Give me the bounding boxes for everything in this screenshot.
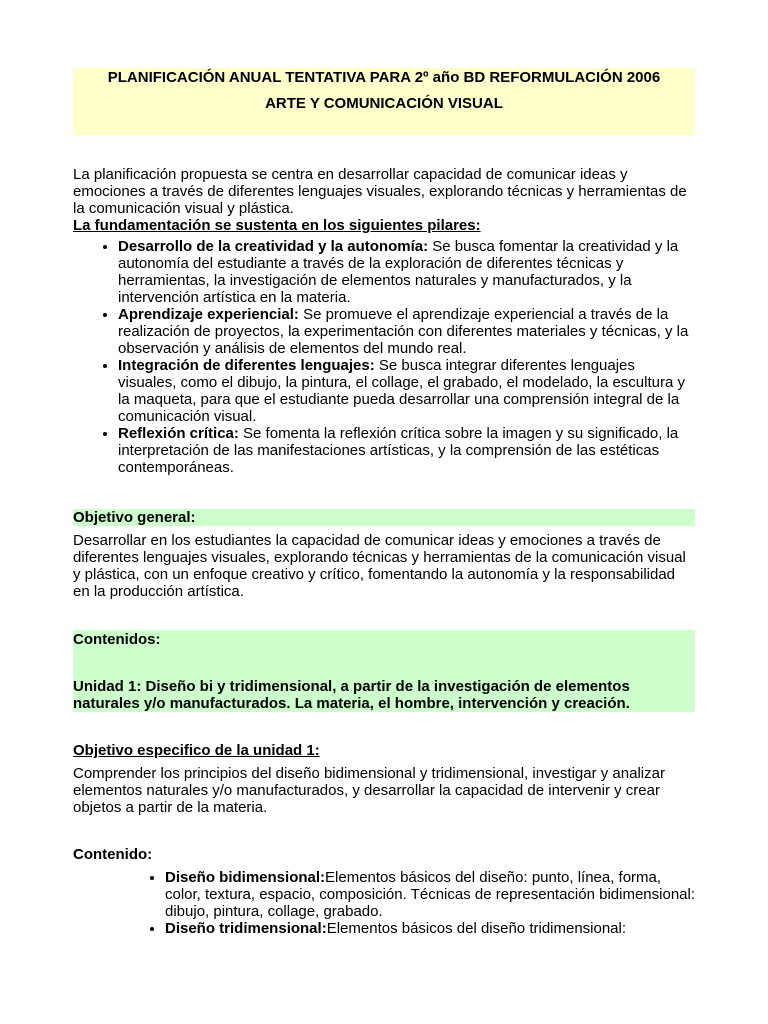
list-item bbox=[118, 238, 695, 306]
list-item bbox=[118, 306, 695, 357]
list-item-text: Se promueve el aprendizaje experiencial a través de la realización de proyectos, la experimentación con diferentes materiales y técnicas, y la observación y análisis de elementos del mundo real. bbox=[118, 306, 689, 357]
list-item-term: Diseño bidimensional: bbox=[165, 869, 326, 886]
list-item-text: Se busca fomentar la creatividad y la autonomía del estudiante a través de la exploración de diferentes técnicas y herramientas, la investigación de elementos naturales y manufacturados, y la intervención artística en la materia. bbox=[118, 238, 679, 306]
list-item bbox=[118, 357, 695, 425]
title-box bbox=[73, 68, 695, 135]
pillars-list bbox=[73, 238, 695, 476]
contenido-list bbox=[73, 869, 695, 937]
list-item-text: Se fomenta la reflexión crítica sobre la imagen y su significado, la interpretación de las manifestaciones artísticas, y la comprensión de las estéticas contemporáneas. bbox=[118, 425, 679, 476]
unidad-1-title: Unidad 1: Diseño bi y tridimensional, a partir de la investigación de elementos naturales y/o manufacturados. La materia, el hombre, intervención y creación. bbox=[73, 678, 630, 712]
list-item-term: Reflexión crítica: bbox=[118, 425, 239, 442]
list-item-term: Diseño tridimensional: bbox=[165, 920, 327, 937]
contenidos-heading: Contenidos: bbox=[73, 631, 161, 648]
list-item bbox=[165, 920, 695, 937]
document-content bbox=[73, 68, 695, 937]
objetivo-especifico-text: Comprender los principios del diseño bidimensional y tridimensional, investigar y analizar elementos naturales y/o manufacturados, y desarrollar la capacidad de intervenir y crear objetos a partir de la materia. bbox=[73, 765, 665, 816]
list-item bbox=[165, 869, 695, 920]
list-item-term: Aprendizaje experiencial: bbox=[118, 306, 299, 323]
list-item-text: Se busca integrar diferentes lenguajes visuales, como el dibujo, la pintura, el collage, el grabado, el modelado, la escultura y la maqueta, para que el estudiante pueda desarrollar una comprensión integral de la comunicación visual. bbox=[118, 357, 685, 425]
title-line-2: ARTE Y COMUNICACIÓN VISUAL bbox=[265, 95, 503, 112]
title-line-1: PLANIFICACIÓN ANUAL TENTATIVA PARA 2º año BD REFORMULACIÓN 2006 bbox=[107, 69, 661, 86]
fundamentacion-heading: La fundamentación se sustenta en los siguientes pilares: bbox=[73, 217, 481, 234]
intro-paragraph: La planificación propuesta se centra en desarrollar capacidad de comunicar ideas y emociones a través de diferentes lenguajes visuales, explorando técnicas y herramientas de la comunicación visual y plástica. bbox=[73, 166, 687, 217]
list-item-term: Desarrollo de la creatividad y la autonomía: bbox=[118, 238, 429, 255]
objetivo-especifico-heading: Objetivo especifico de la unidad 1: bbox=[73, 742, 320, 759]
contenido-heading: Contenido: bbox=[73, 846, 153, 863]
contenidos-box bbox=[73, 630, 695, 712]
objetivo-general-heading: Objetivo general: bbox=[73, 509, 695, 526]
list-item-text: Elementos básicos del diseño: punto, línea, forma, color, textura, espacio, composición. Técnicas de representación bidimensional: dibujo, pintura, collage, grabado. bbox=[165, 869, 696, 920]
list-item-text: Elementos básicos del diseño tridimensional: bbox=[326, 920, 627, 937]
list-item bbox=[118, 425, 695, 476]
objetivo-general-text: Desarrollar en los estudiantes la capacidad de comunicar ideas y emociones a través de diferentes lenguajes visuales, explorando técnicas y herramientas de la comunicación visual y plástica, con un enfoque creativo y crítico, fomentando la autonomía y la responsabilidad en la producción artística. bbox=[73, 532, 686, 600]
list-item-term: Integración de diferentes lenguajes: bbox=[118, 357, 375, 374]
